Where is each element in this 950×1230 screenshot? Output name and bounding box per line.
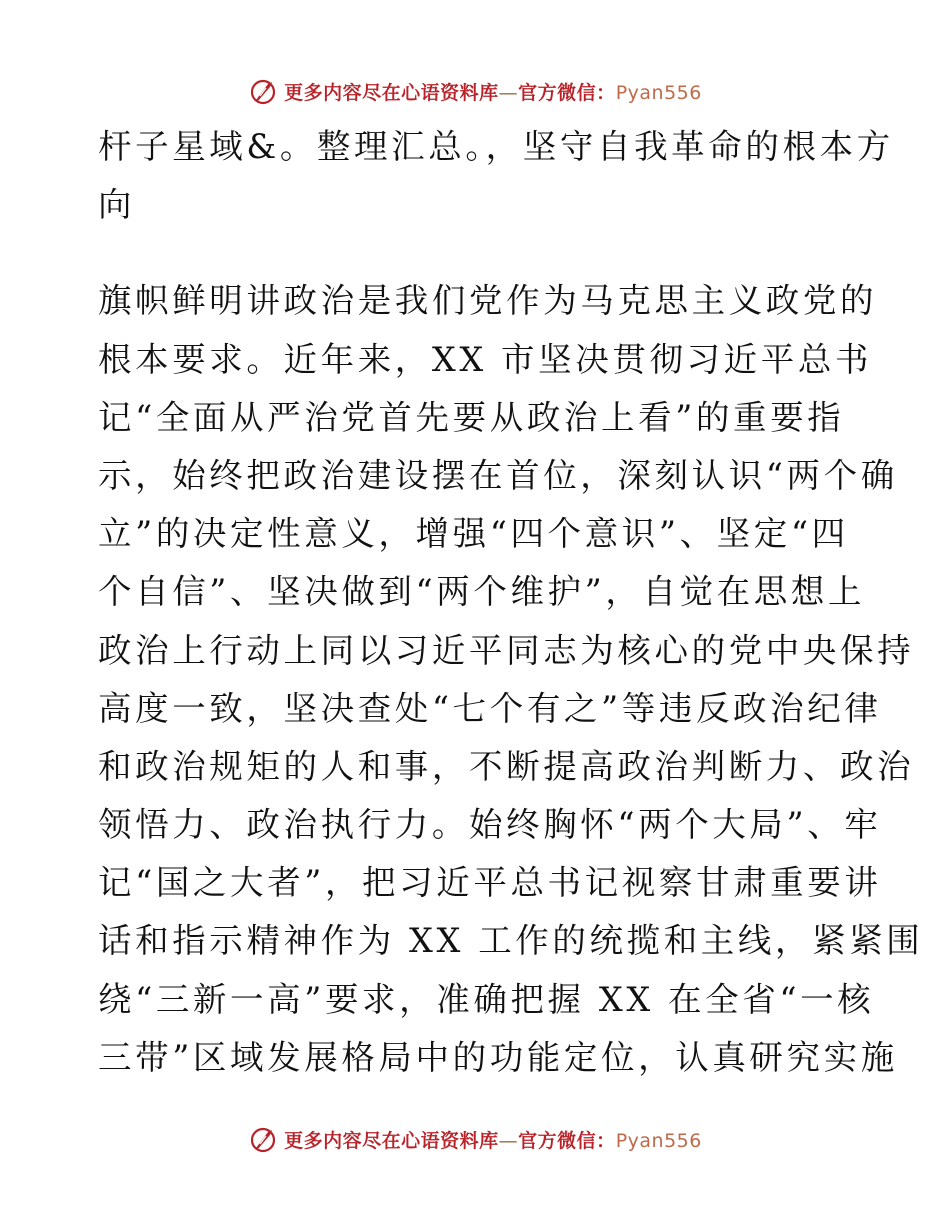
quill-pen-logo-icon (248, 1124, 278, 1154)
footer-banner (0, 1119, 950, 1159)
banner-wechat-id: Pyan556 (615, 81, 702, 104)
body-line: 高度一致，坚决查处“七个有之”等违反政治纪律 (98, 688, 882, 728)
banner-wechat-id: Pyan556 (615, 1129, 702, 1152)
body-line: 和政治规矩的人和事，不断提高政治判断力、政治 (98, 746, 915, 786)
body-line: 旗帜鲜明讲政治是我们党作为马克思主义政党的 (98, 281, 878, 321)
body-line: 个自信”、坚决做到“两个维护”，自觉在思想上 (98, 572, 866, 612)
banner-separator: — (498, 1129, 519, 1152)
heading-line: 杆子星域&。整理汇总。，坚守自我革命的根本方 (98, 127, 894, 166)
body-line: 示，始终把政治建设摆在首位，深刻认识“两个确 (98, 455, 898, 495)
banner-separator: — (498, 81, 519, 104)
banner-text (284, 1126, 702, 1153)
banner-main-text: 更多内容尽在心语资料库 (284, 1129, 499, 1152)
body-line: 根本要求。近年来，XX 市坚决贯彻习近平总书 (98, 339, 873, 379)
heading-line: 向 (98, 185, 136, 225)
quill-pen-logo-icon (248, 76, 278, 106)
body-line: 话和指示精神作为 XX 工作的统揽和主线，紧紧围 (98, 921, 924, 961)
banner-wechat-label: 官方微信： (518, 81, 616, 104)
banner-main-text: 更多内容尽在心语资料库 (284, 81, 499, 104)
body-line: 三带”区域发展格局中的功能定位，认真研究实施 (98, 1037, 898, 1077)
body-line: 领悟力、政治执行力。始终胸怀“两个大局”、牢 (98, 805, 882, 845)
document-body (98, 118, 924, 1087)
body-line: 记“全面从严治党首先要从政治上看”的重要指 (98, 397, 845, 437)
body-line: 绕“三新一高”要求，准确把握 XX 在全省“一核 (98, 979, 875, 1019)
banner-text (284, 78, 702, 105)
body-line: 记“国之大者”，把习近平总书记视察甘肃重要讲 (98, 863, 882, 903)
header-banner (0, 71, 950, 111)
body-line: 立”的决定性意义，增强“四个意识”、坚定“四 (98, 514, 849, 554)
body-line: 政治上行动上同以习近平同志为核心的党中央保持 (98, 630, 915, 670)
banner-wechat-label: 官方微信： (518, 1129, 616, 1152)
